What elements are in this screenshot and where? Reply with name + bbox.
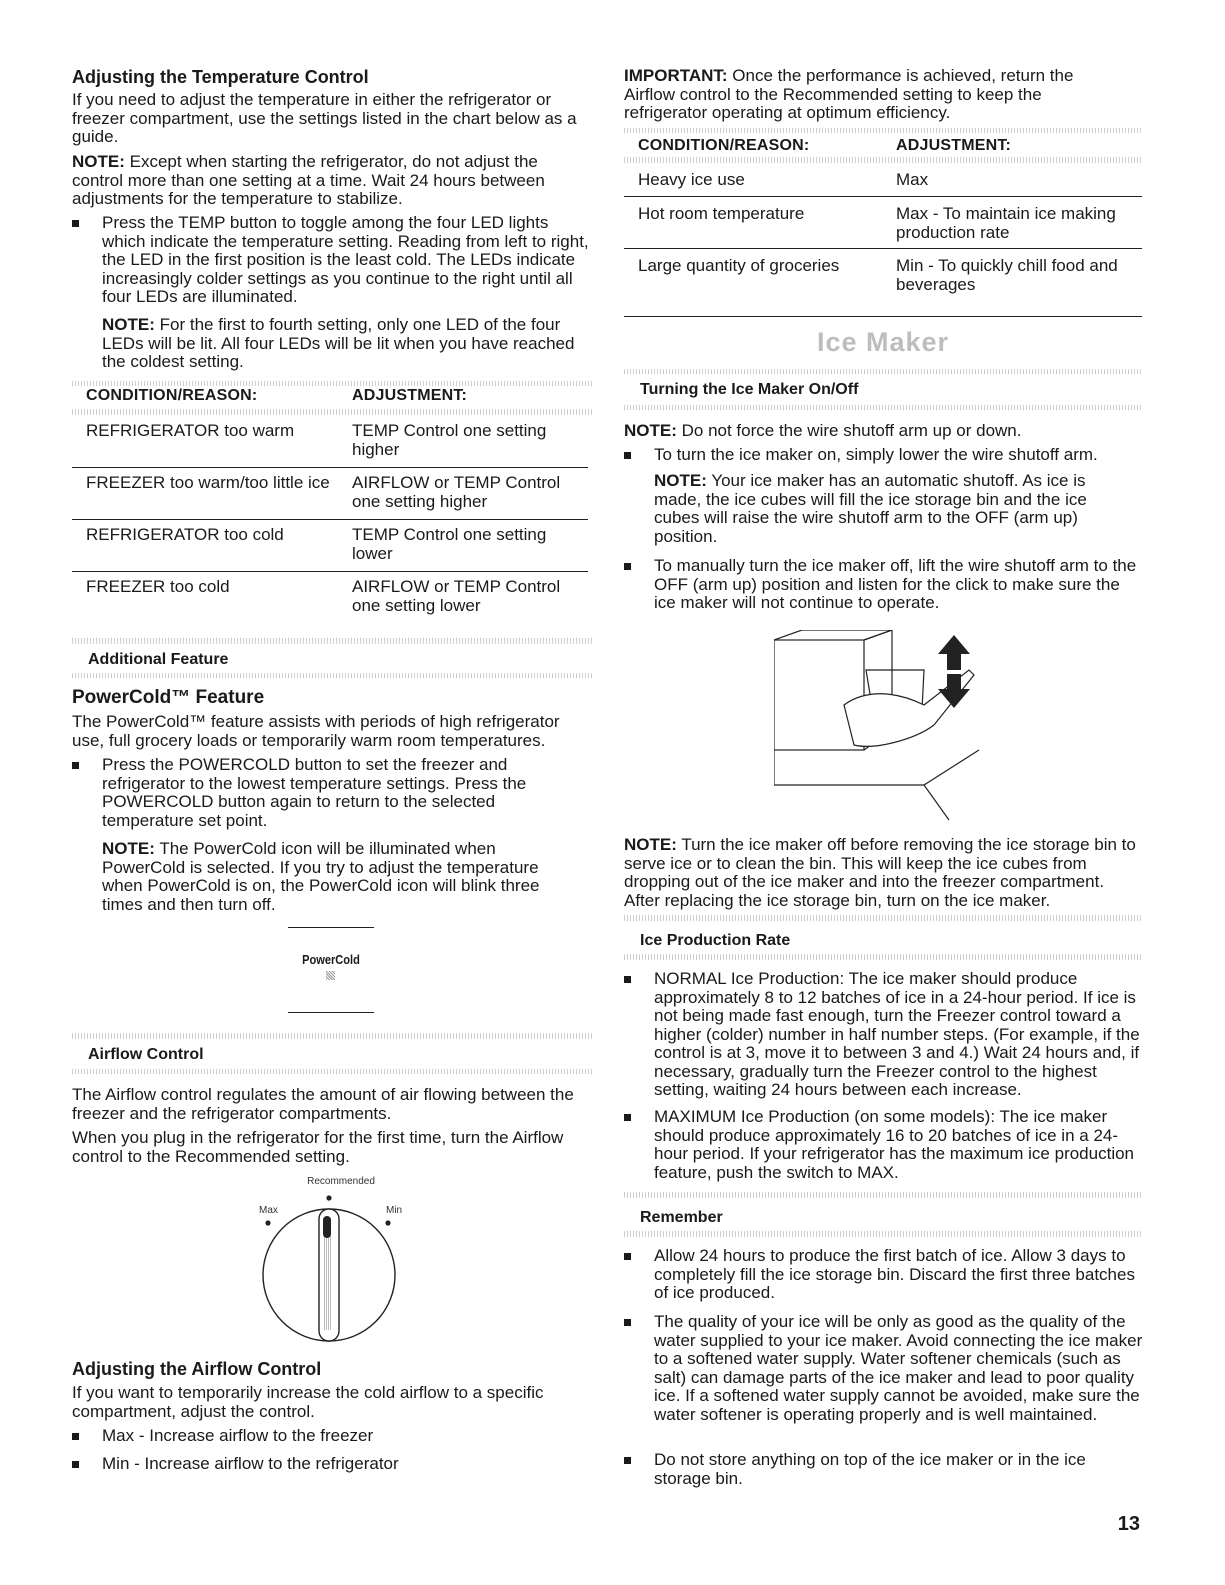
section-band (624, 1231, 1142, 1237)
important-label: IMPORTANT: (624, 66, 728, 85)
table-header-band (72, 409, 592, 415)
bullet-icon (624, 1313, 654, 1326)
bullet-icon (72, 214, 102, 227)
table-cell-condition: FREEZER too cold (86, 577, 230, 596)
table-row-divider (72, 571, 588, 572)
turning-ice-maker-label: Turning the Ice Maker On/Off (640, 381, 859, 398)
dial-recommended-label: Recommended (307, 1176, 375, 1187)
table-header-condition: CONDITION/REASON: (638, 137, 810, 154)
table-cell-adjustment: TEMP Control one setting higher (352, 421, 547, 459)
airflow-paragraph-2: When you plug in the refrigerator for the first time, turn the Airflow control to the Recommended setting. (72, 1128, 564, 1166)
note-text: Except when starting the refrigerator, do not adjust the control more than one setting at a time. Wait 24 hours between adjustments for the temperature to stabilize. (72, 152, 545, 208)
temp-bullet-note (102, 316, 592, 372)
table-cell-adjustment: Max (896, 170, 929, 189)
remember-bullet: The quality of your ice will be only as good as the quality of the water supplied to your ice maker. Avoid connecting the ice maker to a softened water supply. Water softener chemicals (such as salt) can damage parts of the ice maker and lead to poor quality ice. If a softened water supply cannot be avoided, make sure the water softener is operating properly and is well maintained. (654, 1312, 1143, 1424)
note-label: NOTE: (624, 835, 677, 854)
adjust-airflow-heading: Adjusting the Airflow Control (72, 1359, 322, 1379)
table-header-band (624, 128, 1142, 133)
section-band (624, 954, 1142, 960)
table-header-adjustment: ADJUSTMENT: (896, 137, 1012, 154)
note-text: Your ice maker has an automatic shutoff. As ice is made, the ice cubes will fill the ice storage bin and the ice cubes will raise the wire shutoff arm to the OFF (arm up) position. (654, 471, 1087, 546)
powercold-paragraph: The PowerCold™ feature assists with periods of high refrigerator use, full grocery loads or temporarily warm room temperatures. (72, 712, 560, 750)
note-text: The PowerCold icon will be illuminated when PowerCold is selected. If you try to adjust the temperature when PowerCold is on, the PowerCold icon will blink three times and then turn off. (102, 839, 540, 914)
adjust-airflow-paragraph: If you want to temporarily increase the cold airflow to a specific compartment, adjust the control. (72, 1383, 544, 1421)
table-header-adjustment: ADJUSTMENT: (352, 387, 468, 404)
turning-bullet: To turn the ice maker on, simply lower the wire shutoff arm. (654, 445, 1098, 464)
note-label: NOTE: (102, 315, 155, 334)
section-band (624, 369, 1142, 374)
remember-bullet: Do not store anything on top of the ice maker or in the ice storage bin. (654, 1450, 1086, 1488)
production-bullet: NORMAL Ice Production: The ice maker should produce approximately 8 to 12 batches of ice in a 24-hour period. If ice is not being made fast enough, turn the Freezer control toward a higher (colder) number in half number steps. (For example, if the control is at 3, move it to between 3 and 4.) Wait 24 hours and, if necessary, gradually turn the Freezer control to the highest setting, waiting 24 hours between each increase. (654, 969, 1140, 1099)
note-label: NOTE: (654, 471, 707, 490)
ice-production-rate-label: Ice Production Rate (640, 932, 791, 949)
note-label: NOTE: (102, 839, 155, 858)
airflow-dial-illustration (248, 1168, 408, 1348)
production-bullet: MAXIMUM Ice Production (on some models): The ice maker should produce approximately 16 to 20 batches of ice in a 24-hour period. If your refrigerator has the maximum ice production feature, push the switch to MAX. (654, 1107, 1135, 1182)
table-cell-adjustment: Min - To quickly chill food and beverages (896, 256, 1118, 294)
airflow-bullet: Max - Increase airflow to the freezer (102, 1426, 374, 1445)
important-text: Once the performance is achieved, return the Airflow control to the Recommended setting to keep the refrigerator operating at optimum efficiency. (624, 66, 1074, 122)
section-band (624, 405, 1142, 410)
powercold-heading: PowerCold™ Feature (72, 687, 265, 708)
adjust-temp-note (72, 153, 582, 209)
bullet-icon (624, 970, 654, 983)
table-cell-adjustment: AIRFLOW or TEMP Control one setting lower (352, 577, 561, 615)
table-cell-condition: FREEZER too warm/too little ice (86, 473, 330, 492)
temp-bullet: Press the TEMP button to toggle among the four LED lights which indicate the temperature setting. Reading from left to right, the LED in the first position is the least cold. The LEDs indicate increasingly colder settings as you continue to the right until all four LEDs are illuminated. (102, 213, 589, 306)
note-text: Do not force the wire shutoff arm up or down. (681, 421, 1022, 440)
table-row-divider (72, 467, 588, 468)
ice-maker-title: Ice Maker (816, 327, 950, 357)
dial-max-label: Max (259, 1205, 278, 1216)
table-cell-condition: Large quantity of groceries (638, 256, 840, 275)
turning-bullet-note (654, 472, 1124, 546)
bullet-icon (72, 1427, 102, 1440)
section-divider (624, 316, 1142, 317)
page-number: 13 (1117, 1513, 1140, 1535)
airflow-control-label: Airflow Control (88, 1046, 204, 1063)
table-cell-condition: Hot room temperature (638, 204, 805, 223)
bullet-icon (624, 446, 654, 459)
remember-bullet: Allow 24 hours to produce the first batch of ice. Allow 3 days to completely fill the ice storage bin. Discard the first three batches of ice produced. (654, 1246, 1135, 1302)
important-paragraph (624, 67, 1124, 123)
powercold-note (102, 840, 572, 914)
note-label: NOTE: (624, 421, 677, 440)
dial-recommended-dot (326, 1195, 331, 1200)
powercold-button-illustration (288, 927, 374, 1017)
powercold-bullet: Press the POWERCOLD button to set the freezer and refrigerator to the lowest temperature settings. Press the POWERCOLD button again to return to the selected temperature set point. (102, 755, 527, 830)
adjust-temp-heading: Adjusting the Temperature Control (72, 67, 369, 87)
arrow-up-icon (938, 635, 970, 670)
bullet-icon (72, 1455, 102, 1468)
note-text: For the first to fourth setting, only one LED of the four LEDs will be lit. All four LEDs will be lit when you have reached the coldest setting. (102, 315, 575, 371)
note-text: Turn the ice maker off before removing the ice storage bin to serve ice or to clean the bin. This will keep the ice cubes from dropping out of the ice maker and into the freezer compartment. After replacing the ice storage bin, turn on the ice maker. (624, 835, 1136, 910)
table-row-divider (624, 196, 1142, 197)
table-header-band (624, 157, 1142, 163)
bullet-icon (624, 1247, 654, 1260)
remember-label: Remember (640, 1209, 723, 1226)
table-row-divider (72, 519, 588, 520)
airflow-paragraph-1: The Airflow control regulates the amount of air flowing between the freezer and the refrigerator compartments. (72, 1085, 574, 1123)
section-band (72, 1069, 592, 1074)
table-header-band (72, 381, 592, 386)
section-band (624, 1192, 1142, 1198)
adjust-temp-paragraph: If you need to adjust the temperature in either the refrigerator or freezer compartment, use the settings listed in the chart below as a guide. (72, 90, 577, 146)
bullet-icon (624, 1108, 654, 1121)
bullet-icon (72, 756, 102, 769)
powercold-led-icon (326, 971, 335, 980)
bullet-icon (624, 1451, 654, 1464)
section-band (72, 638, 592, 644)
table-cell-adjustment: Max - To maintain ice making production rate (896, 204, 1116, 242)
table-cell-condition: REFRIGERATOR too cold (86, 525, 284, 544)
additional-feature-label: Additional Feature (88, 651, 229, 668)
dial-min-dot (385, 1220, 390, 1225)
section-band (72, 1033, 592, 1039)
turning-note (624, 422, 1142, 441)
note-label: NOTE: (72, 152, 125, 171)
bullet-icon (624, 557, 654, 570)
airflow-bullet: Min - Increase airflow to the refrigerator (102, 1454, 399, 1473)
section-band (624, 915, 1142, 921)
table-header-condition: CONDITION/REASON: (86, 387, 258, 404)
dial-min-label: Min (386, 1205, 403, 1216)
dial-max-dot (265, 1220, 270, 1225)
table-cell-condition: Heavy ice use (638, 170, 745, 189)
turning-bullet: To manually turn the ice maker off, lift the wire shutoff arm to the OFF (arm up) position and listen for the click to make sure the ice maker will not continue to operate. (654, 556, 1137, 612)
powercold-label: PowerCold (302, 952, 360, 967)
section-band (72, 673, 592, 678)
ice-maker-illustration (774, 630, 994, 825)
table-cell-condition: REFRIGERATOR too warm (86, 421, 295, 440)
table-cell-adjustment: AIRFLOW or TEMP Control one setting higher (352, 473, 561, 511)
table-row-divider (624, 248, 1142, 249)
table-cell-adjustment: TEMP Control one setting lower (352, 525, 547, 563)
remove-bin-note (624, 836, 1142, 910)
dial-indicator (323, 1216, 331, 1238)
